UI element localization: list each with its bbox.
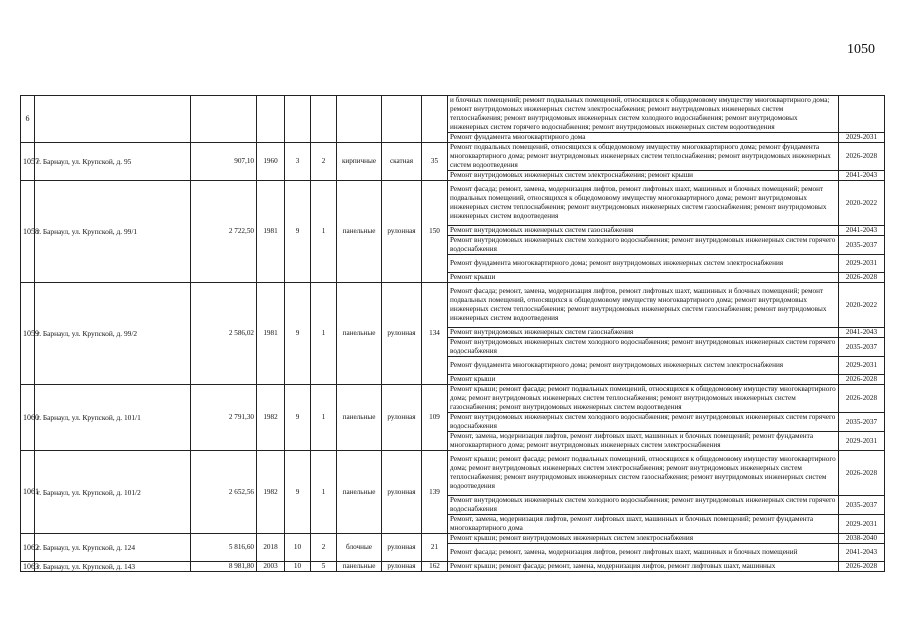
work-description-cell: Ремонт внутридомовых инженерных систем холодного водоснабжения; ремонт внутридомовых инженерных систем горячего водоснабжения — [448, 496, 839, 515]
work-description-cell: Ремонт внутридомовых инженерных систем холодного водоснабжения; ремонт внутридомовых инженерных систем горячего водоснабжения — [448, 338, 839, 357]
work-description-cell: Ремонт крыши; ремонт фасада; ремонт подвальных помещений, относящихся к общедомовому имуществу многоквартирного дома; ремонт внутридомовых инженерных систем электроснабжения; ремонт внутридомовых инженерных систем теплоснабжения; ремонт внутридомовых инженерных систем газоснабжения; ремонт внутридомовых инженерных систем водоотведения — [448, 451, 839, 496]
table-row — [21, 385, 885, 413]
period-cell: 2035-2037 — [839, 413, 885, 432]
row-number: 1057 — [21, 143, 35, 181]
entrances-cell: 2 — [311, 143, 337, 181]
entrances-cell: 1 — [311, 181, 337, 283]
wall-material-cell: блочные — [337, 534, 382, 562]
period-cell: 2035-2037 — [839, 236, 885, 255]
page-number: 1050 — [847, 42, 875, 57]
work-description-cell: Ремонт фундамента многоквартирного дома; ремонт внутридомовых инженерных систем электроснабжения — [448, 255, 839, 273]
floors-cell: 9 — [285, 451, 311, 534]
work-description-cell: Ремонт внутридомовых инженерных систем газоснабжения — [448, 226, 839, 236]
address-cell: г. Барнаул, ул. Крупской, д. 95 — [35, 143, 191, 181]
address-cell — [35, 96, 191, 143]
apartments-cell: 162 — [422, 562, 448, 572]
entrances-cell: 2 — [311, 534, 337, 562]
work-description-cell: Ремонт внутридомовых инженерных систем электроснабжения; ремонт крыши — [448, 171, 839, 181]
address-cell: г. Барнаул, ул. Крупской, д. 101/1 — [35, 385, 191, 451]
work-description-cell: Ремонт внутридомовых инженерных систем газоснабжения — [448, 328, 839, 338]
year-cell: 1981 — [257, 181, 285, 283]
row-number: 1058 — [21, 181, 35, 283]
work-description-cell: Ремонт фундамента многоквартирного дома — [448, 133, 839, 143]
table-row — [21, 534, 885, 544]
apartments-cell: 109 — [422, 385, 448, 451]
roof-type-cell: рулонная — [382, 451, 422, 534]
entrances-cell: 1 — [311, 451, 337, 534]
address-cell: г. Барнаул, ул. Крупской, д. 101/2 — [35, 451, 191, 534]
year-cell: 2018 — [257, 534, 285, 562]
period-cell: 2041-2043 — [839, 226, 885, 236]
row-number: 1059 — [21, 283, 35, 385]
entrances-cell: 5 — [311, 562, 337, 572]
work-description-cell: и блочных помещений; ремонт подвальных помещений, относящихся к общедомовому имуществу многоквартирного дома; ремонт внутридомовых инженерных систем электроснабжения; ремонт внутридомовых инженерных систем теплоснабжения; ремонт внутридомовых инженерных систем холодного водоснабжения; ремонт внутридомовых инженерных систем горячего водоснабжения; ремонт внутридомовых инженерных систем водоотведения — [448, 96, 839, 133]
floors-cell: 10 — [285, 534, 311, 562]
work-description-cell: Ремонт, замена, модернизация лифтов, ремонт лифтовых шахт, машинных и блочных помещений; ремонт фундамента многоквартирного дома — [448, 515, 839, 534]
period-cell — [839, 96, 885, 133]
work-description-cell: Ремонт крыши — [448, 273, 839, 283]
period-cell: 2029-2031 — [839, 515, 885, 534]
year-cell: 1982 — [257, 385, 285, 451]
floors-cell: 9 — [285, 181, 311, 283]
address-cell: г. Барнаул, ул. Крупской, д. 124 — [35, 534, 191, 562]
table-row — [21, 283, 885, 328]
area-cell: 5 816,60 — [191, 534, 257, 562]
roof-type-cell: рулонная — [382, 181, 422, 283]
row-number: 1062 — [21, 534, 35, 562]
work-description-cell: Ремонт фундамента многоквартирного дома; ремонт внутридомовых инженерных систем электроснабжения — [448, 357, 839, 375]
roof-type-cell: скатная — [382, 143, 422, 181]
table-row — [21, 181, 885, 226]
work-description-cell: Ремонт крыши; ремонт фасада; ремонт, замена, модернизация лифтов, ремонт лифтовых шахт, машинных — [448, 562, 839, 572]
area-cell: 8 981,80 — [191, 562, 257, 572]
area-cell: 2 791,30 — [191, 385, 257, 451]
table-row — [21, 562, 885, 572]
apartments-cell: 21 — [422, 534, 448, 562]
period-cell: 2038-2040 — [839, 534, 885, 544]
row-number: 6 — [21, 96, 35, 143]
apartments-cell — [422, 96, 448, 143]
year-cell: 1982 — [257, 451, 285, 534]
period-cell: 2029-2031 — [839, 432, 885, 451]
work-description-cell: Ремонт, замена, модернизация лифтов, ремонт лифтовых шахт, машинных и блочных помещений; ремонт фундамента многоквартирного дома; ремонт внутридомовых инженерных систем электроснабжения — [448, 432, 839, 451]
capital-repair-table — [20, 95, 885, 572]
wall-material-cell: панельные — [337, 562, 382, 572]
apartments-cell: 134 — [422, 283, 448, 385]
work-description-cell: Ремонт крыши — [448, 375, 839, 385]
wall-material-cell — [337, 96, 382, 143]
area-cell: 2 652,56 — [191, 451, 257, 534]
roof-type-cell: рулонная — [382, 534, 422, 562]
entrances-cell — [311, 96, 337, 143]
row-number: 1060 — [21, 385, 35, 451]
roof-type-cell — [382, 96, 422, 143]
apartments-cell: 150 — [422, 181, 448, 283]
floors-cell: 10 — [285, 562, 311, 572]
period-cell: 2020-2022 — [839, 181, 885, 226]
floors-cell — [285, 96, 311, 143]
wall-material-cell: кирпичные — [337, 143, 382, 181]
roof-type-cell: рулонная — [382, 562, 422, 572]
area-cell: 2 586,02 — [191, 283, 257, 385]
period-cell: 2026-2028 — [839, 273, 885, 283]
work-description-cell: Ремонт внутридомовых инженерных систем холодного водоснабжения; ремонт внутридомовых инженерных систем горячего водоснабжения — [448, 236, 839, 255]
area-cell: 907,10 — [191, 143, 257, 181]
address-cell: г. Барнаул, ул. Крупской, д. 99/1 — [35, 181, 191, 283]
period-cell: 2020-2022 — [839, 283, 885, 328]
period-cell: 2041-2043 — [839, 328, 885, 338]
period-cell: 2029-2031 — [839, 357, 885, 375]
period-cell: 2026-2028 — [839, 562, 885, 572]
wall-material-cell: панельные — [337, 385, 382, 451]
floors-cell: 9 — [285, 385, 311, 451]
year-cell — [257, 96, 285, 143]
year-cell: 1960 — [257, 143, 285, 181]
period-cell: 2041-2043 — [839, 171, 885, 181]
apartments-cell: 35 — [422, 143, 448, 181]
year-cell: 1981 — [257, 283, 285, 385]
floors-cell: 9 — [285, 283, 311, 385]
period-cell: 2026-2028 — [839, 385, 885, 413]
work-description-cell: Ремонт крыши; ремонт внутридомовых инженерных систем электроснабжения — [448, 534, 839, 544]
period-cell: 2026-2028 — [839, 451, 885, 496]
period-cell: 2035-2037 — [839, 496, 885, 515]
period-cell: 2029-2031 — [839, 133, 885, 143]
work-description-cell: Ремонт фасада; ремонт, замена, модернизация лифтов, ремонт лифтовых шахт, машинных и блочных помещений; ремонт подвальных помещений, относящихся к общедомовому имуществу многоквартирного дома; ремонт внутридомовых инженерных систем теплоснабжения; ремонт внутридомовых инженерных систем газоснабжения; ремонт внутридомовых инженерных систем водоотведения — [448, 283, 839, 328]
wall-material-cell: панельные — [337, 451, 382, 534]
period-cell: 2026-2028 — [839, 375, 885, 385]
period-cell: 2035-2037 — [839, 338, 885, 357]
apartments-cell: 139 — [422, 451, 448, 534]
roof-type-cell: рулонная — [382, 385, 422, 451]
work-description-cell: Ремонт подвальных помещений, относящихся к общедомовому имуществу многоквартирного дома; ремонт фундамента многоквартирного дома; ремонт внутридомовых инженерных систем теплоснабжения; ремонт внутридомовых инженерных систем водоотведения — [448, 143, 839, 171]
work-description-cell: Ремонт фасада; ремонт, замена, модернизация лифтов, ремонт лифтовых шахт, машинных и блочных помещений — [448, 544, 839, 562]
wall-material-cell: панельные — [337, 283, 382, 385]
year-cell: 2003 — [257, 562, 285, 572]
work-description-cell: Ремонт внутридомовых инженерных систем холодного водоснабжения; ремонт внутридомовых инженерных систем горячего водоснабжения — [448, 413, 839, 432]
floors-cell: 3 — [285, 143, 311, 181]
table-row — [21, 143, 885, 171]
period-cell: 2041-2043 — [839, 544, 885, 562]
row-number: 1061 — [21, 451, 35, 534]
wall-material-cell: панельные — [337, 181, 382, 283]
period-cell: 2029-2031 — [839, 255, 885, 273]
table-row — [21, 96, 885, 133]
entrances-cell: 1 — [311, 385, 337, 451]
period-cell: 2026-2028 — [839, 143, 885, 171]
entrances-cell: 1 — [311, 283, 337, 385]
work-description-cell: Ремонт фасада; ремонт, замена, модернизация лифтов, ремонт лифтовых шахт, машинных и блочных помещений; ремонт подвальных помещений, относящихся к общедомовому имуществу многоквартирного дома; ремонт внутридомовых инженерных систем теплоснабжения; ремонт внутридомовых инженерных систем газоснабжения; ремонт внутридомовых инженерных систем водоотведения — [448, 181, 839, 226]
work-description-cell: Ремонт крыши; ремонт фасада; ремонт подвальных помещений, относящихся к общедомовому имуществу многоквартирного дома; ремонт внутридомовых инженерных систем теплоснабжения; ремонт внутридомовых инженерных систем газоснабжения; ремонт внутридомовых инженерных систем водоотведения — [448, 385, 839, 413]
roof-type-cell: рулонная — [382, 283, 422, 385]
table-row — [21, 451, 885, 496]
area-cell: 2 722,50 — [191, 181, 257, 283]
address-cell: г. Барнаул, ул. Крупской, д. 143 — [35, 562, 191, 572]
area-cell — [191, 96, 257, 143]
row-number: 1063 — [21, 562, 35, 572]
address-cell: г. Барнаул, ул. Крупской, д. 99/2 — [35, 283, 191, 385]
